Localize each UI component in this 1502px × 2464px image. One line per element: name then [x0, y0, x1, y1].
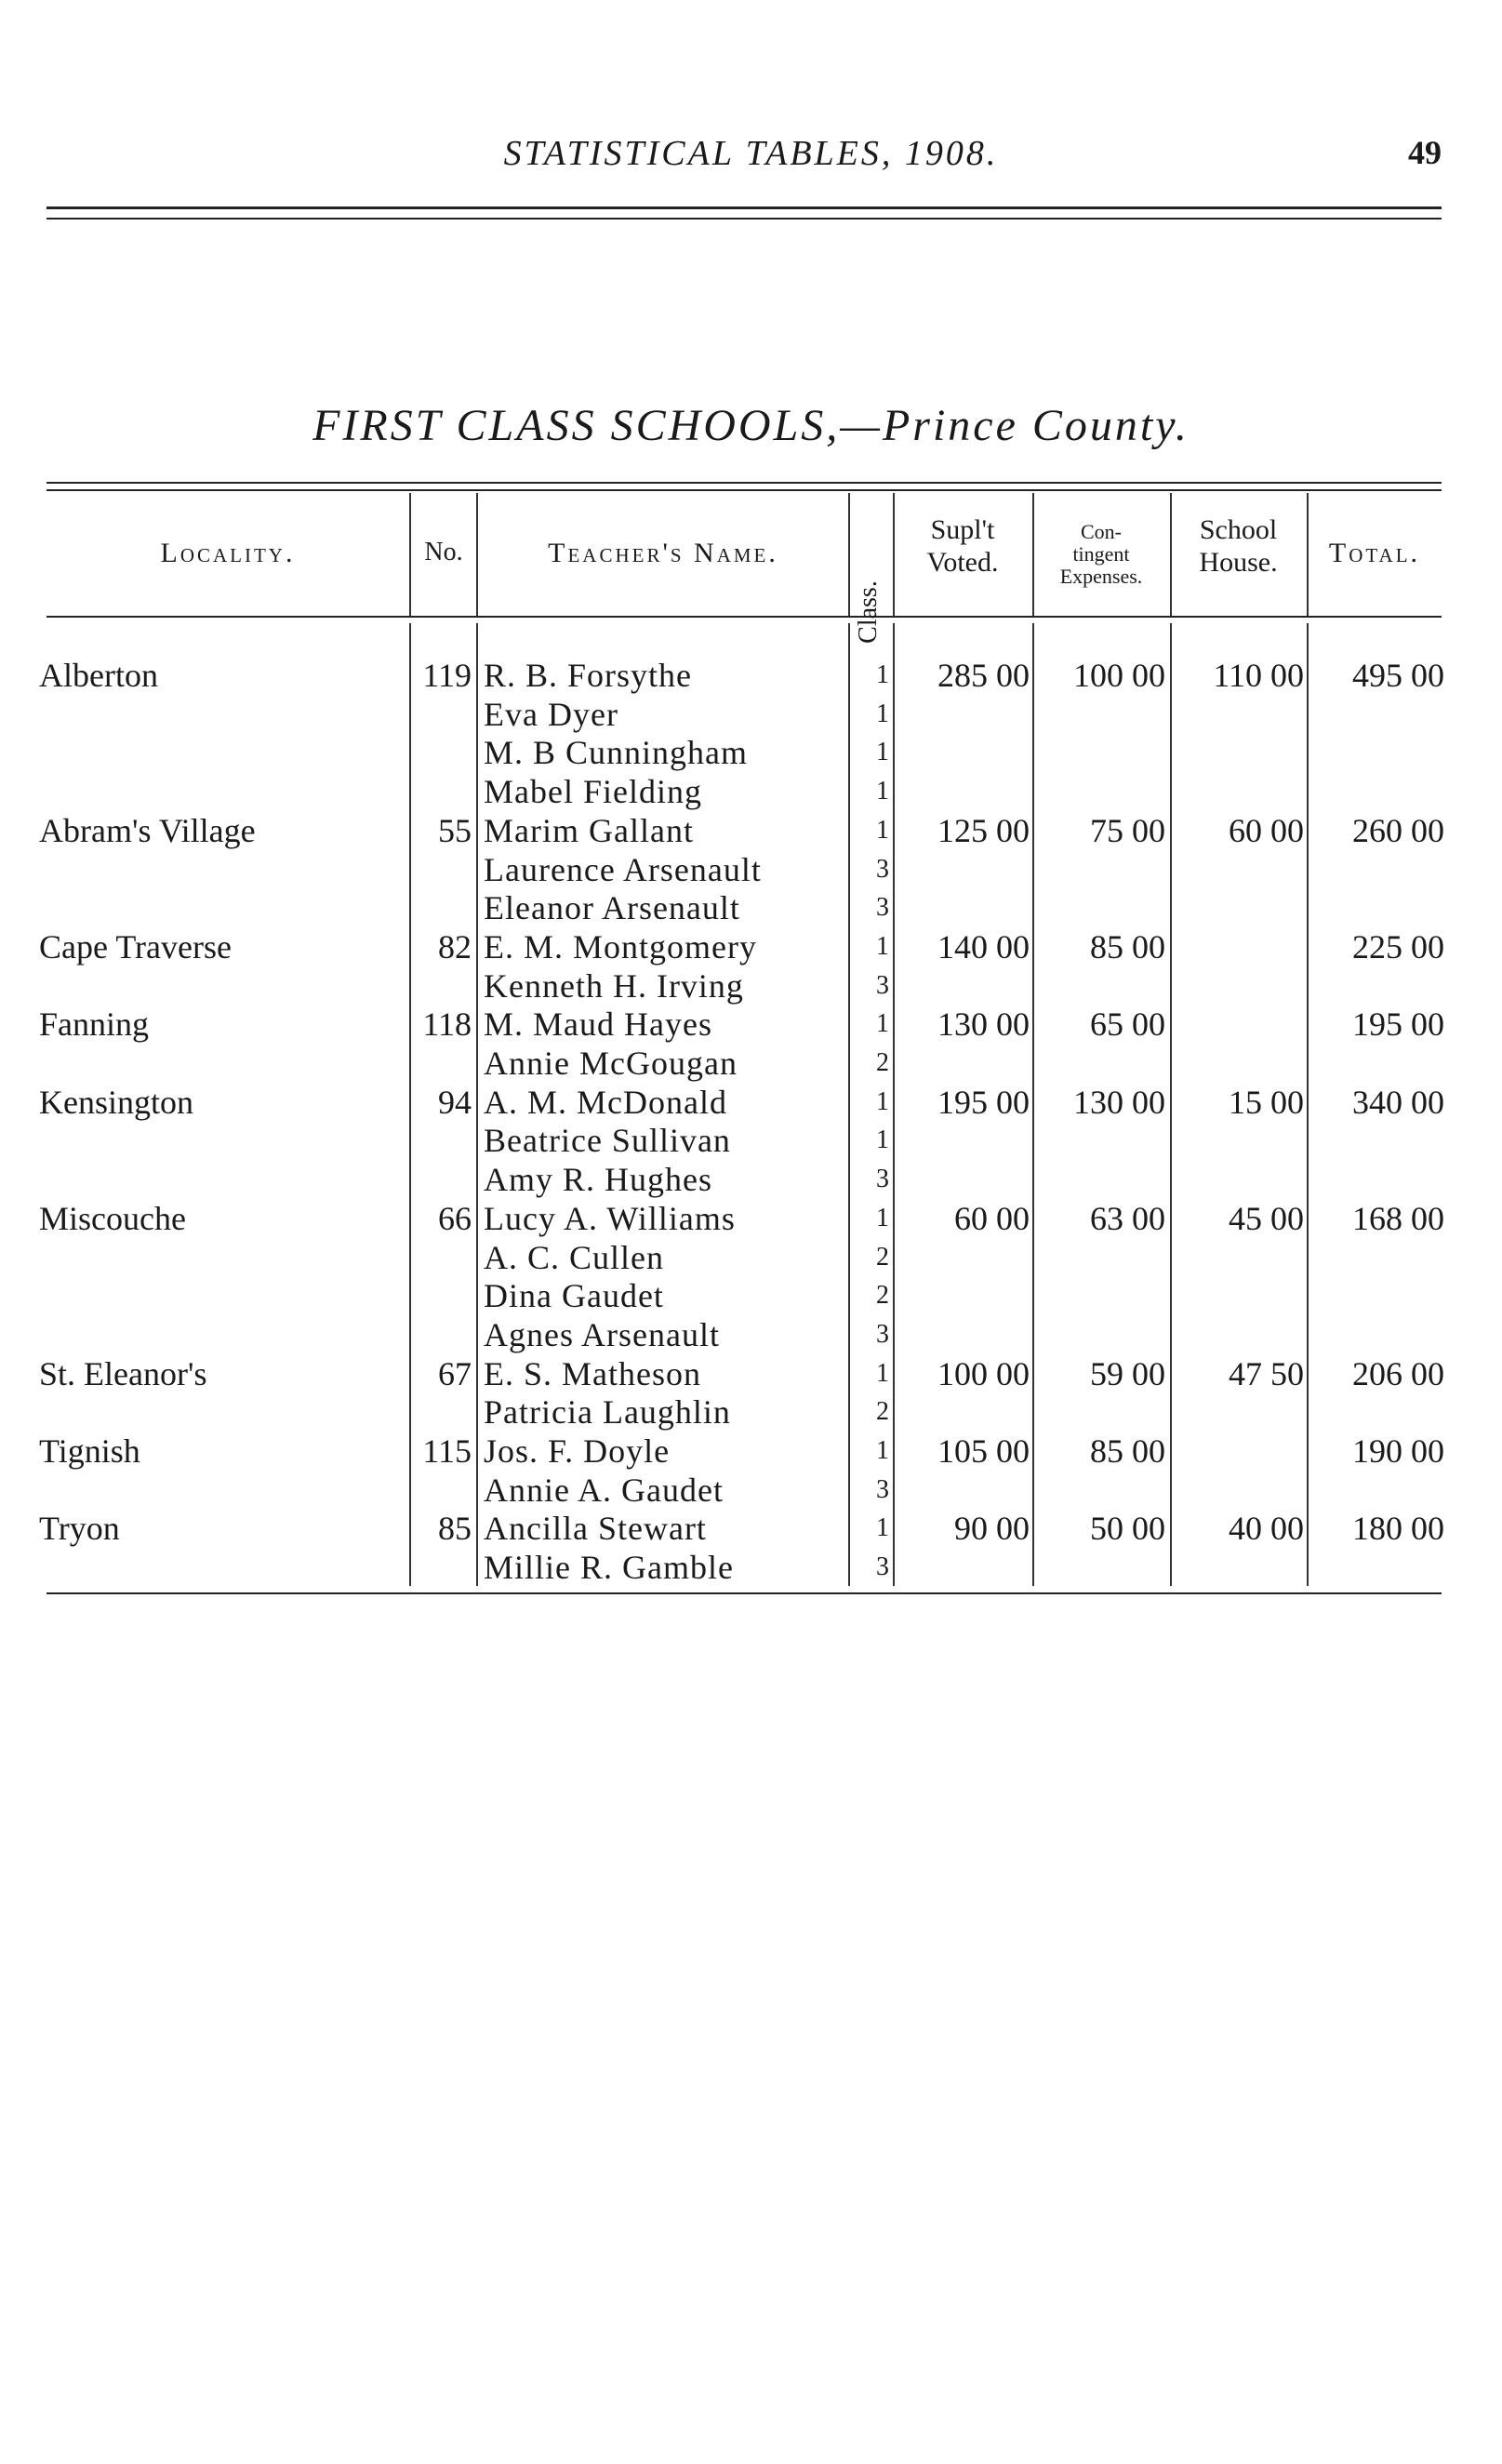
- contingent-expenses-cell: 130 00: [1073, 1084, 1165, 1121]
- teacher-name-cell: E. M. Montgomery: [484, 928, 757, 966]
- total-cell: 340 00: [1352, 1084, 1444, 1121]
- school-house-cell: 60 00: [1229, 812, 1304, 849]
- column-header-cont-line3: Expenses.: [1059, 565, 1143, 589]
- teacher-name-cell: M. B Cunningham: [484, 734, 749, 771]
- locality-cell: Alberton: [39, 657, 158, 694]
- locality-cell: Miscouche: [39, 1200, 186, 1237]
- table-bottom-rule: [47, 1592, 1442, 1594]
- contingent-expenses-cell: 63 00: [1090, 1200, 1165, 1237]
- teacher-name-cell: R. B. Forsythe: [484, 657, 693, 694]
- teacher-name-cell: Patricia Laughlin: [484, 1393, 731, 1431]
- class-cell: 3: [876, 1165, 889, 1193]
- number-cell: 67: [438, 1355, 472, 1392]
- teacher-name-cell: Annie McGougan: [484, 1045, 738, 1082]
- column-header-class: [854, 575, 884, 649]
- contingent-expenses-cell: 85 00: [1090, 1432, 1165, 1470]
- teacher-name-cell: M. Maud Hayes: [484, 1006, 712, 1043]
- number-cell: 94: [438, 1084, 472, 1121]
- class-cell: 2: [876, 1281, 889, 1310]
- teacher-name-cell: A. C. Cullen: [484, 1239, 665, 1276]
- locality-cell: Tryon: [39, 1510, 120, 1547]
- class-cell: 1: [876, 816, 889, 845]
- number-cell: 85: [438, 1510, 472, 1547]
- header-rule-bottom: [47, 218, 1442, 220]
- class-cell: 3: [876, 1320, 889, 1349]
- column-header-locality: Locality.: [160, 538, 296, 568]
- locality-cell: Tignish: [39, 1432, 140, 1470]
- total-cell: 190 00: [1352, 1432, 1444, 1470]
- teacher-name-cell: Eleanor Arsenault: [484, 889, 740, 926]
- column-header-supl-line2: Voted.: [926, 546, 999, 578]
- number-cell: 66: [438, 1200, 472, 1237]
- col-divider-locality: [409, 493, 411, 616]
- supl-voted-cell: 130 00: [937, 1006, 1030, 1043]
- table-top-rule-1: [47, 482, 1442, 484]
- total-cell: 195 00: [1352, 1006, 1444, 1043]
- class-cell: 1: [876, 699, 889, 728]
- supl-voted-cell: 90 00: [954, 1510, 1030, 1547]
- locality-cell: Kensington: [39, 1084, 193, 1121]
- col-divider-locality-body: [409, 623, 411, 1586]
- column-header-cont-line1: Con-: [1081, 520, 1122, 543]
- supl-voted-cell: 60 00: [954, 1200, 1030, 1237]
- teacher-name-cell: A. M. McDonald: [484, 1084, 727, 1121]
- teacher-name-cell: Dina Gaudet: [484, 1277, 664, 1314]
- col-divider-teacher: [848, 493, 850, 616]
- total-cell: 260 00: [1352, 812, 1444, 849]
- class-cell: 3: [876, 893, 889, 922]
- col-divider-house-body: [1307, 623, 1309, 1586]
- column-header-class-label: Class.: [854, 580, 883, 644]
- header-bottom-rule: [47, 616, 1442, 618]
- locality-cell: Abram's Village: [39, 812, 256, 849]
- supl-voted-cell: 125 00: [937, 812, 1030, 849]
- column-header-no: No.: [424, 538, 463, 566]
- supl-voted-cell: 105 00: [937, 1432, 1030, 1470]
- class-cell: 1: [876, 738, 889, 766]
- teacher-name-cell: Ancilla Stewart: [484, 1510, 707, 1547]
- col-divider-no-body: [476, 623, 478, 1586]
- class-cell: 3: [876, 971, 889, 1000]
- class-cell: 1: [876, 1436, 889, 1465]
- supl-voted-cell: 285 00: [937, 657, 1030, 694]
- page-number: 49: [1408, 134, 1442, 171]
- column-header-teacher: Teacher's Name.: [548, 538, 778, 568]
- teacher-name-cell: Kenneth H. Irving: [484, 967, 744, 1005]
- column-header-school-house: [1172, 514, 1305, 579]
- school-house-cell: 110 00: [1213, 657, 1304, 694]
- class-cell: 1: [876, 777, 889, 806]
- total-cell: 168 00: [1352, 1200, 1444, 1237]
- class-cell: 1: [876, 1087, 889, 1116]
- locality-cell: Cape Traverse: [39, 928, 232, 966]
- table-top-rule-2: [47, 489, 1442, 491]
- class-cell: 1: [876, 1204, 889, 1232]
- contingent-expenses-cell: 59 00: [1090, 1355, 1165, 1392]
- contingent-expenses-cell: 85 00: [1090, 928, 1165, 966]
- class-cell: 2: [876, 1048, 889, 1077]
- total-cell: 206 00: [1352, 1355, 1444, 1392]
- class-cell: 3: [876, 1475, 889, 1504]
- teacher-name-cell: Millie R. Gamble: [484, 1549, 734, 1586]
- section-title: FIRST CLASS SCHOOLS,—Prince County.: [312, 401, 1190, 450]
- column-header-total: Total.: [1328, 538, 1421, 568]
- class-cell: 1: [876, 932, 889, 961]
- number-cell: 82: [438, 928, 472, 966]
- class-cell: 1: [876, 660, 889, 689]
- teacher-name-cell: Annie A. Gaudet: [484, 1472, 724, 1509]
- column-header-house-line2: House.: [1199, 546, 1278, 578]
- column-header-supl: [895, 514, 1030, 579]
- column-header-house-line1: School: [1199, 514, 1278, 545]
- supl-voted-cell: 140 00: [937, 928, 1030, 966]
- school-house-cell: 45 00: [1229, 1200, 1304, 1237]
- teacher-name-cell: Mabel Fielding: [484, 773, 702, 810]
- school-house-cell: 15 00: [1229, 1084, 1304, 1121]
- col-divider-supl-body: [1032, 623, 1034, 1586]
- class-cell: 1: [876, 1125, 889, 1154]
- class-cell: 1: [876, 1009, 889, 1038]
- supl-voted-cell: 100 00: [937, 1355, 1030, 1392]
- school-house-cell: 40 00: [1229, 1510, 1304, 1547]
- teacher-name-cell: Eva Dyer: [484, 696, 618, 733]
- number-cell: 115: [422, 1432, 472, 1470]
- teacher-name-cell: Agnes Arsenault: [484, 1316, 720, 1353]
- class-cell: 1: [876, 1359, 889, 1388]
- teacher-name-cell: Marim Gallant: [484, 812, 694, 849]
- contingent-expenses-cell: 50 00: [1090, 1510, 1165, 1547]
- school-house-cell: 47 50: [1229, 1355, 1304, 1392]
- total-cell: 225 00: [1352, 928, 1444, 966]
- class-cell: 2: [876, 1397, 889, 1426]
- contingent-expenses-cell: 100 00: [1073, 657, 1165, 694]
- contingent-expenses-cell: 75 00: [1090, 812, 1165, 849]
- col-divider-house: [1307, 493, 1309, 616]
- teacher-name-cell: Lucy A. Williams: [484, 1200, 736, 1237]
- number-cell: 55: [438, 812, 472, 849]
- col-divider-cont-body: [1170, 623, 1172, 1586]
- col-divider-no: [476, 493, 478, 616]
- total-cell: 180 00: [1352, 1510, 1444, 1547]
- teacher-name-cell: Beatrice Sullivan: [484, 1122, 731, 1159]
- number-cell: 118: [422, 1006, 472, 1043]
- teacher-name-cell: E. S. Matheson: [484, 1355, 701, 1392]
- class-cell: 3: [876, 1552, 889, 1581]
- teacher-name-cell: Amy R. Hughes: [484, 1161, 712, 1198]
- locality-cell: St. Eleanor's: [39, 1355, 207, 1392]
- col-divider-class-body: [893, 623, 895, 1586]
- column-header-cont-line2: tingent: [1072, 542, 1130, 566]
- supl-voted-cell: 195 00: [937, 1084, 1030, 1121]
- class-cell: 2: [876, 1243, 889, 1272]
- class-cell: 3: [876, 855, 889, 884]
- contingent-expenses-cell: 65 00: [1090, 1006, 1165, 1043]
- number-cell: 119: [422, 657, 472, 694]
- col-divider-teacher-body: [848, 623, 850, 1586]
- total-cell: 495 00: [1352, 657, 1444, 694]
- teacher-name-cell: Jos. F. Doyle: [484, 1432, 671, 1470]
- column-header-supl-line1: Supl't: [930, 514, 995, 545]
- class-cell: 1: [876, 1513, 889, 1542]
- locality-cell: Fanning: [39, 1006, 150, 1043]
- teacher-name-cell: Laurence Arsenault: [484, 851, 762, 888]
- running-title: STATISTICAL TABLES, 1908.: [503, 134, 999, 173]
- column-header-contingent: [1034, 521, 1168, 589]
- header-rule-top: [47, 206, 1442, 209]
